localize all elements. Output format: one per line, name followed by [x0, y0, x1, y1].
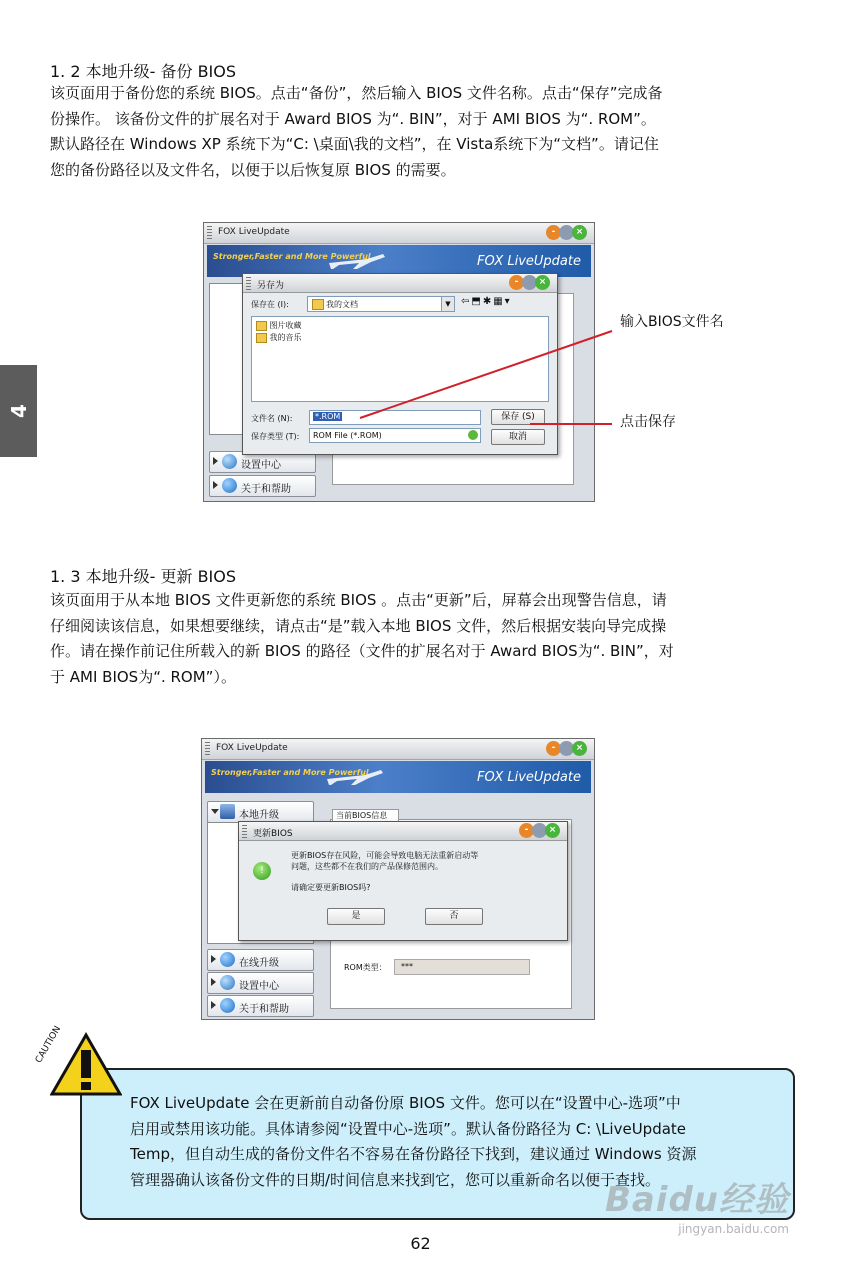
close-icon[interactable]: × [572, 225, 587, 240]
callout-line-filename [360, 331, 612, 418]
grip-icon [205, 742, 210, 756]
section-heading-backup: 1. 2 本地升级- 备份 BIOS [50, 62, 237, 81]
save-in-select[interactable]: 我的文档 ▼ [307, 296, 455, 312]
warning-line: 更新BIOS存在风险，可能会导致电脑无法重新启动等 [291, 851, 479, 860]
nav-about-help[interactable]: 关于和帮助 [207, 995, 314, 1017]
gear-icon [220, 975, 235, 990]
dialog-title: 另存为 [257, 281, 285, 291]
list-item[interactable]: 我的音乐 [256, 332, 302, 343]
body-line: 该页面用于从本地 BIOS 文件更新您的系统 BIOS 。点击“更新”后，屏幕会出现警告信息，请 [50, 591, 667, 609]
yes-button[interactable]: 是 [327, 908, 385, 925]
window-controls [546, 741, 590, 757]
window-title: FOX LiveUpdate [218, 227, 290, 237]
caution-line: Temp，但自动生成的备份文件名不容易在备份路径下找到，建议通过 Windows 资源 [130, 1145, 697, 1163]
update-bios-dialog [238, 821, 568, 941]
back-icon[interactable]: ⇦ [461, 296, 472, 307]
window-titlebar [202, 739, 594, 760]
app-banner [205, 761, 591, 793]
caution-line: FOX LiveUpdate 会在更新前自动备份原 BIOS 文件。您可以在“设置中心-选项”中 [130, 1094, 681, 1112]
filetype-select[interactable]: ROM File (*.ROM) [309, 428, 481, 443]
filename-input[interactable]: *.ROM [309, 410, 481, 425]
minimize-icon[interactable]: - [509, 275, 524, 290]
nav-settings[interactable]: 设置中心 [207, 972, 314, 994]
body-line: 该页面用于备份您的系统 BIOS。点击“备份”，然后输入 BIOS 文件名称。点击“保存”完成备 [50, 84, 663, 102]
page-number: 62 [410, 1234, 431, 1253]
nav-about-help[interactable]: 关于和帮助 [209, 475, 316, 497]
watermark-url: jingyan.baidu.com [678, 1222, 789, 1236]
body-line: 您的备份路径以及文件名，以便于以后恢复原 BIOS 的需要。 [50, 160, 456, 179]
banner-slogan: Stronger,Faster and More Powerful [211, 768, 369, 777]
section-body-update [50, 588, 793, 690]
minimize-icon[interactable]: - [519, 823, 534, 838]
list-item[interactable]: 图片收藏 [256, 320, 302, 331]
banner-brand: FOX LiveUpdate [476, 254, 581, 269]
body-line: 份操作。 该备份文件的扩展名对于 Award BIOS 为“. BIN”，对于 AMI BIOS 为“. ROM”。 [50, 109, 656, 128]
chapter-side-tab: 4 [0, 365, 37, 457]
caution-warning-icon [50, 1032, 122, 1098]
new-folder-icon[interactable]: ✱ [482, 296, 494, 307]
chevron-down-icon[interactable]: ▼ [441, 297, 454, 311]
callout-save: 点击保存 [620, 414, 676, 430]
liveupdate-window-update [201, 738, 595, 1020]
banner-slogan: Stronger,Faster and More Powerful [213, 252, 371, 261]
chevron-right-icon [211, 1001, 216, 1009]
caution-line: 启用或禁用该功能。具体请参阅“设置中心-选项”。默认备份路径为 C: \LiveUpdate [130, 1119, 687, 1138]
close-icon[interactable]: × [545, 823, 560, 838]
dialog-controls [519, 823, 563, 839]
grip-icon [242, 825, 247, 839]
no-button[interactable]: 否 [425, 908, 483, 925]
chevron-right-icon [211, 978, 216, 986]
airplane-icon [325, 767, 385, 787]
save-in-label: 保存在 (I): [251, 300, 289, 309]
window-title: FOX LiveUpdate [216, 743, 288, 753]
filename-label: 文件名 (N): [251, 414, 293, 423]
warning-line: 问题，这些都不在我们的产品保修范围内。 [291, 862, 443, 871]
nav-settings[interactable]: 设置中心 [209, 451, 316, 473]
chevron-right-icon [211, 955, 216, 963]
rom-type-label: ROM类型： [344, 963, 387, 972]
filetype-label: 保存类型 (T): [251, 432, 300, 441]
save-button[interactable]: 保存 (S) [491, 409, 545, 425]
minimize-icon[interactable]: - [546, 741, 561, 756]
up-folder-icon[interactable]: ⬒ [471, 296, 483, 307]
dialog-title: 更新BIOS [253, 829, 293, 839]
section-heading-update: 1. 3 本地升级- 更新 BIOS [50, 567, 237, 586]
callout-filename: 输入BIOS文件名 [620, 314, 724, 330]
cancel-button[interactable]: 取消 [491, 429, 545, 445]
body-line: 于 AMI BIOS为“. ROM”）。 [50, 667, 236, 686]
banner-brand: FOX LiveUpdate [476, 770, 581, 785]
close-icon[interactable]: × [572, 741, 587, 756]
body-line: 作。请在操作前记住所载入的新 BIOS 的路径（文件的扩展名对于 Award BIOS为“. BIN”，对 [50, 642, 674, 660]
minimize-icon[interactable]: - [546, 225, 561, 240]
view-menu-icon[interactable]: ▦▾ [493, 296, 512, 307]
tab-bios-info[interactable]: 当前BIOS信息 [332, 809, 399, 822]
nav-local-update[interactable]: 本地升级 [207, 801, 314, 823]
chevron-down-icon [211, 809, 219, 814]
help-circle-icon [220, 998, 235, 1013]
caution-label: CAUTION [34, 1024, 64, 1065]
confirm-question: 请确定要更新BIOS吗? [291, 883, 371, 892]
globe-icon [220, 952, 235, 967]
close-icon[interactable]: × [535, 275, 550, 290]
body-line: 默认路径在 Windows XP 系统下为“C: \桌面\我的文档”，在 Vista系统下为“文档”。请记住 [50, 135, 659, 153]
caution-line: 管理器确认该备份文件的日期/时间信息来找到它，您可以重新命名以便于查找。 [130, 1170, 661, 1189]
nav-online-update[interactable]: 在线升级 [207, 949, 314, 971]
warning-icon: ! [253, 862, 271, 880]
computer-icon [220, 804, 235, 819]
rom-type-value: *** [394, 959, 530, 975]
dialog-titlebar [239, 822, 567, 841]
watermark-logo: Baidu经验 [604, 1180, 789, 1220]
body-line: 仔细阅读该信息，如果想要继续，请点击“是”载入本地 BIOS 文件，然后根据安装向导完成操 [50, 616, 667, 635]
